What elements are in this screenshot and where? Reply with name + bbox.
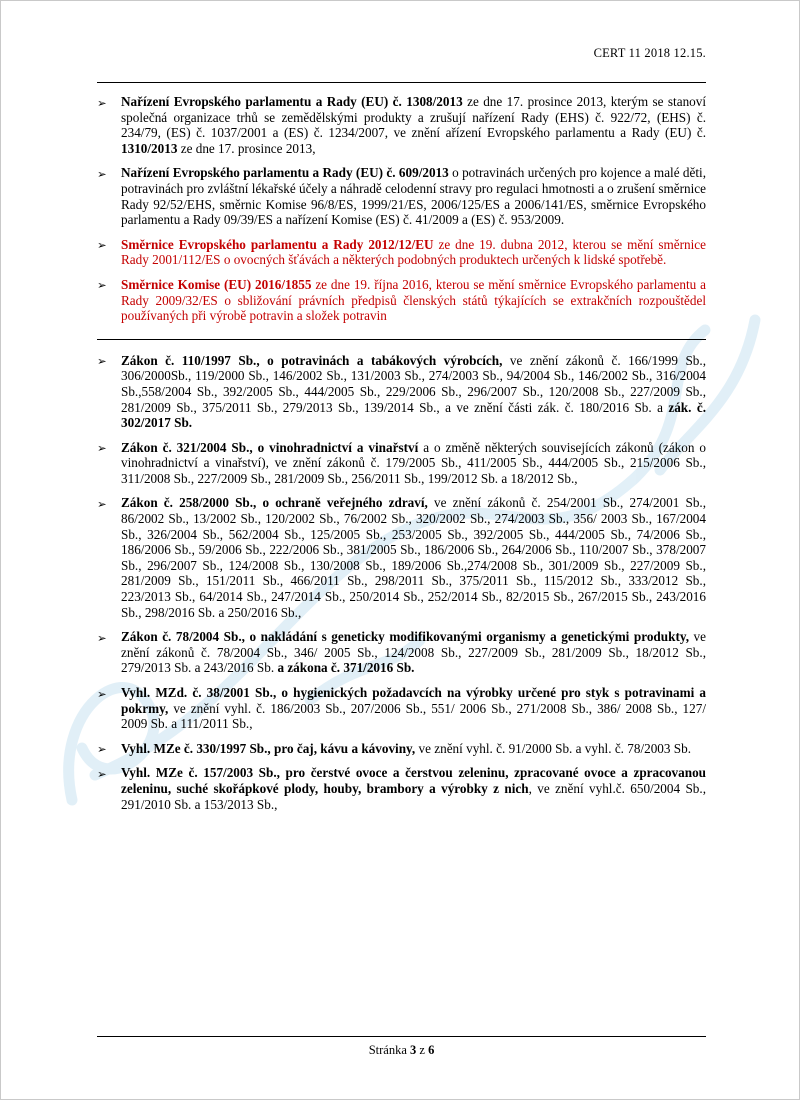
arrow-bullet-icon: ➢	[97, 742, 107, 757]
list-item	[97, 94, 706, 156]
bold-text: Vyhl. MZe č. 330/1997 Sb., pro čaj, kávu a kávoviny,	[121, 740, 419, 756]
text: ve znění zákonů č. 78/2004 Sb., 346/ 2005 Sb., 124/2008 Sb., 227/2009 Sb., 281/2009 Sb., 18/2012 Sb., 279/2013 Sb. a 243/2016 Sb.	[121, 629, 706, 676]
text: z	[416, 1043, 429, 1057]
text: , ve znění vyhl.č. 650/2004 Sb., 291/2010 Sb. a 153/2013 Sb.,	[121, 780, 706, 812]
bold-text: Zákon č. 258/2000 Sb., o ochraně veřejného zdraví,	[121, 495, 434, 511]
text: ve znění zákonů č. 254/2001 Sb., 274/2001 Sb., 86/2002 Sb., 13/2002 Sb., 120/2002 Sb., 76/2002 Sb., 320/2002 Sb., 274/2003 Sb., 356/ 2003 Sb., 167/2004 Sb., 326/2004 Sb., 562/2004 Sb., 125/2005 Sb., 253/2005 Sb., 392/2005 Sb., 444/2005 Sb., 74/2006 Sb., 186/2006 Sb., 59/2006 Sb., 222/2006 Sb., 381/2005 Sb., 186/2006 Sb., 264/2006 Sb., 110/2007 Sb., 378/2007 Sb., 296/2007 Sb., 124/2008 Sb., 130/2008 Sb., 189/2006 Sb.,274/2008 Sb., 301/2009 Sb., 227/2009 Sb., 281/2009 Sb., 151/2011 Sb., 466/2011 Sb., 298/2011 Sb., 375/2011 Sb., 115/2012 Sb., 333/2012 Sb., 223/2013 Sb., 64/2014 Sb., 247/2014 Sb., 250/2014 Sb., 252/2014 Sb., 82/2015 Sb., 267/2015 Sb., 243/2016 Sb., 298/2016 Sb. a 250/2016 Sb.,	[121, 495, 707, 620]
arrow-bullet-icon: ➢	[97, 496, 107, 511]
text: a o změně některých souvisejících zákonů (zákon o vinohradnictví a vinařství), ve znění zákonů č. 179/2005 Sb., 411/2005 Sb., 444/2005 Sb., 215/2006 Sb., 311/2008 Sb., 227/2009 Sb., 281/2009 Sb., 256/2011 Sb., 199/2012 Sb. a 18/2012 Sb.,	[121, 439, 706, 486]
bold-text: zák. č. 302/2017 Sb.	[121, 399, 706, 431]
list-item	[97, 237, 706, 268]
item-text	[121, 237, 706, 268]
list-item	[97, 353, 706, 431]
page-number-label	[369, 1043, 435, 1057]
list-item	[97, 765, 706, 812]
bold-text: 3	[410, 1043, 417, 1057]
text: ve znění vyhl. č. 91/2000 Sb. a vyhl. č. 78/2003 Sb.	[418, 740, 692, 756]
list-item	[97, 165, 706, 227]
item-text	[121, 765, 706, 812]
arrow-bullet-icon: ➢	[97, 238, 107, 253]
bold-text: Vyhl. MZe č. 157/2003 Sb., pro čerstvé ovoce a čerstvou zeleninu, zpracované ovoce a zpracovanou zeleninu, suché skořápkové plody, houby, brambory a výrobky z nich	[121, 765, 706, 796]
list-item	[97, 277, 706, 324]
item-text	[121, 165, 706, 227]
item-text	[121, 741, 706, 757]
arrow-bullet-icon: ➢	[97, 95, 107, 110]
list-item	[97, 495, 706, 620]
list-item	[97, 629, 706, 676]
item-text	[121, 353, 706, 431]
bold-text: Zákon č. 321/2004 Sb., o vinohradnictví a vinařství	[121, 439, 424, 455]
bold-text: a zákona č. 371/2016 Sb.	[277, 660, 415, 676]
arrow-bullet-icon: ➢	[97, 630, 107, 645]
item-text	[121, 495, 706, 620]
section-divider-rule	[97, 339, 706, 340]
list-item	[97, 685, 706, 732]
item-text	[121, 94, 706, 156]
bold-text: Nařízení Evropského parlamentu a Rady (EU) č. 609/2013	[121, 165, 453, 181]
arrow-bullet-icon: ➢	[97, 166, 107, 181]
bold-text: Zákon č. 78/2004 Sb., o nakládání s geneticky modifikovanými organismy a genetickými produkty,	[121, 629, 694, 645]
text: ze dne 19. dubna 2012, kterou se mění směrnice Rady 2001/112/ES o ovocných šťávách a některých podobných produktech určených k lidské spotřebě.	[121, 236, 706, 268]
bold-text: Směrnice Komise (EU) 2016/1855	[121, 276, 316, 292]
doc-reference: CERT 11 2018 12.15.	[593, 46, 706, 60]
arrow-bullet-icon: ➢	[97, 278, 107, 293]
text: ze dne 17. prosince 2013, kterým se stanoví společná organizace trhů se zemědělskými produkty a zrušují nařízení Rady (EHS) č. 922/72, (EHS) č. 234/79, (ES) č. 1037/2001 a (ES) č. 1234/2007, ve znění ařízení Evropského parlamentu a Rady (EU) č.	[121, 94, 707, 141]
arrow-bullet-icon: ➢	[97, 686, 107, 701]
item-text	[121, 440, 706, 487]
bold-text: Směrnice Evropského parlamentu a Rady 2012/12/EU	[121, 236, 439, 252]
bold-text: Nařízení Evropského parlamentu a Rady (EU) č. 1308/2013	[121, 94, 468, 109]
text: o potravinách určených pro kojence a malé děti, potravinách pro zvláštní lékařské účely a náhradě celodenní stravy pro regulaci hmotnosti a o zrušení směrnice Rady 92/52/EHS, směrnic Komise 96/8/ES, 1999/21/ES, 2006/125/ES a 2006/141/ES, směrnice Evropského parlamentu a Rady 09/39/ES a nařízení Komise (ES) č. 41/2009 a (ES) č. 953/2009.	[121, 165, 707, 228]
page-footer	[97, 1036, 706, 1058]
text: ze dne 17. prosince 2013,	[177, 140, 316, 156]
text: ve znění vyhl. č. 186/2003 Sb., 207/2006 Sb., 551/ 2006 Sb., 271/2008 Sb., 386/ 2008 Sb., 127/ 2009 Sb. a 111/2011 Sb.,	[121, 700, 706, 732]
item-text	[121, 277, 706, 324]
item-text	[121, 685, 706, 732]
arrow-bullet-icon: ➢	[97, 441, 107, 456]
bold-text: 1310/2013	[121, 140, 178, 156]
header-rule	[97, 82, 706, 83]
list-item	[97, 440, 706, 487]
text: ze dne 19. října 2016, kterou se mění směrnice Evropského parlamentu a Rady 2009/32/ES o sbližování právních předpisů členských států týkajících se extrakčních rozpouštědel používaných při výrobě potravin a složek potravin	[121, 276, 706, 324]
arrow-bullet-icon: ➢	[97, 766, 107, 781]
bullet-list-eu-regulations	[97, 94, 706, 324]
text: Stránka	[368, 1043, 410, 1057]
bold-text: Zákon č. 110/1997 Sb., o potravinách a tabákových výrobcích,	[121, 352, 510, 368]
text: ve znění zákonů č. 166/1999 Sb., 306/2000Sb., 119/2000 Sb., 146/2002 Sb., 131/2003 Sb., 274/2003 Sb., 94/2004 Sb., 146/2002 Sb., 316/2004 Sb.,558/2004 Sb., 392/2005 Sb., 444/2005 Sb., 229/2006 Sb., 296/2007 Sb., 120/2008 Sb., 227/2009 Sb., 281/2009 Sb., 375/2011 Sb., 279/2013 Sb., 139/2014 Sb., a ve znění části zák. č. 180/2016 Sb. a	[121, 352, 706, 415]
bold-text: Vyhl. MZd. č. 38/2001 Sb., o hygienických požadavcích na výrobky určené pro styk s potravinami a pokrmy,	[121, 685, 706, 716]
bold-text: 6	[428, 1043, 435, 1057]
list-item	[97, 741, 706, 757]
bullet-list-national-laws	[97, 353, 706, 812]
item-text	[121, 629, 706, 676]
document-page	[97, 0, 706, 821]
arrow-bullet-icon: ➢	[97, 354, 107, 369]
